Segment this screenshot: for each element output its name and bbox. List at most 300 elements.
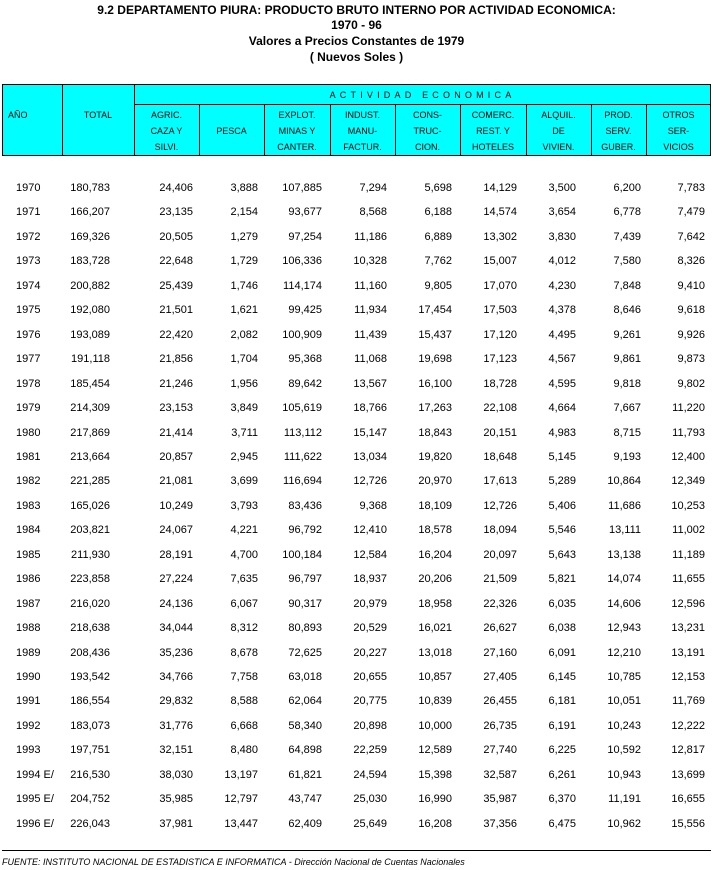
value-cell: 14,074 <box>607 573 641 586</box>
value-cell: 169,326 <box>70 230 110 243</box>
value-cell: 10,962 <box>607 817 641 830</box>
value-cell: 7,758 <box>230 671 258 683</box>
value-cell: 100,909 <box>282 328 322 341</box>
value-cell: 193,089 <box>70 328 110 341</box>
year-cell: 1985 <box>16 548 41 561</box>
value-cell: 24,067 <box>159 524 193 537</box>
value-cell: 3,888 <box>230 182 258 194</box>
table-row <box>0 473 713 489</box>
value-cell: 9,618 <box>677 304 705 317</box>
table-row <box>0 376 713 392</box>
value-cell: 8,480 <box>230 744 258 757</box>
value-cell: 16,100 <box>418 377 452 390</box>
value-cell: 7,783 <box>677 182 705 194</box>
value-cell: 204,752 <box>70 793 110 806</box>
value-cell: 25,439 <box>159 279 193 292</box>
value-cell: 16,655 <box>671 793 705 806</box>
value-cell: 20,097 <box>483 548 517 561</box>
value-cell: 99,425 <box>288 304 322 317</box>
value-cell: 7,294 <box>359 182 387 194</box>
value-cell: 6,889 <box>424 230 452 243</box>
value-cell: 89,642 <box>288 377 322 390</box>
value-cell: 11,191 <box>608 793 641 806</box>
header-column <box>330 107 395 155</box>
table-row <box>0 620 713 636</box>
value-cell: 23,135 <box>159 206 193 219</box>
value-cell: 18,843 <box>418 426 452 439</box>
value-cell: 27,160 <box>483 646 517 659</box>
value-cell: 15,398 <box>418 768 452 781</box>
value-cell: 17,503 <box>483 304 517 317</box>
value-cell: 9,802 <box>677 377 705 390</box>
value-cell: 35,987 <box>483 793 517 806</box>
value-cell: 9,861 <box>613 353 641 366</box>
divider <box>2 850 711 851</box>
table-row <box>0 522 713 538</box>
table-row <box>0 302 713 318</box>
table-row <box>0 742 713 758</box>
value-cell: 13,034 <box>353 450 387 463</box>
value-cell: 111,622 <box>283 450 322 463</box>
value-cell: 18,766 <box>353 402 387 415</box>
value-cell: 192,080 <box>70 304 110 317</box>
value-cell: 26,627 <box>483 622 517 635</box>
value-cell: 9,926 <box>677 328 705 341</box>
year-cell: 1987 <box>16 597 41 610</box>
header-year: AÑO <box>8 110 28 120</box>
value-cell: 37,356 <box>483 817 517 830</box>
value-cell: 80,893 <box>288 622 322 635</box>
value-cell: 22,326 <box>483 597 517 610</box>
value-cell: 8,715 <box>613 426 641 439</box>
table-row <box>0 253 713 269</box>
value-cell: 13,567 <box>353 377 387 390</box>
value-cell: 20,970 <box>418 475 452 488</box>
value-cell: 12,210 <box>607 646 641 659</box>
value-cell: 105,619 <box>282 402 322 415</box>
header-column-line: HOTELES <box>471 142 514 152</box>
header-column-line: SILVI. <box>154 142 179 152</box>
value-cell: 18,648 <box>483 450 517 463</box>
value-cell: 20,206 <box>418 573 452 586</box>
value-cell: 1,729 <box>230 255 258 268</box>
table-row <box>0 571 713 587</box>
value-cell: 13,302 <box>483 230 517 243</box>
value-cell: 16,208 <box>418 817 452 830</box>
value-cell: 166,207 <box>70 206 110 219</box>
value-cell: 29,832 <box>159 695 193 708</box>
value-cell: 11,002 <box>672 524 705 537</box>
table-row <box>0 596 713 612</box>
value-cell: 183,073 <box>70 719 110 732</box>
value-cell: 43,747 <box>288 793 322 806</box>
value-cell: 4,567 <box>548 353 576 366</box>
value-cell: 9,261 <box>613 328 641 341</box>
value-cell: 11,686 <box>608 499 641 512</box>
year-cell: 1995 E/ <box>16 793 54 806</box>
header-column <box>395 107 460 155</box>
value-cell: 9,410 <box>677 279 705 292</box>
grid-line <box>2 84 711 85</box>
header-column <box>646 107 711 155</box>
value-cell: 22,108 <box>483 402 517 415</box>
header-column-line: MANU- <box>347 126 378 136</box>
value-cell: 5,643 <box>548 548 576 561</box>
header-column-line: OTROS <box>662 110 695 120</box>
value-cell: 183,728 <box>70 255 110 268</box>
value-cell: 32,587 <box>483 768 517 781</box>
value-cell: 24,594 <box>353 768 387 781</box>
value-cell: 2,082 <box>230 328 258 341</box>
value-cell: 223,858 <box>70 573 110 586</box>
year-cell: 1980 <box>16 426 41 439</box>
value-cell: 12,400 <box>671 450 705 463</box>
header-column-line: REST. Y <box>476 126 510 136</box>
value-cell: 1,956 <box>230 377 258 390</box>
value-cell: 3,711 <box>231 426 258 439</box>
value-cell: 217,869 <box>70 426 110 439</box>
value-cell: 25,030 <box>353 793 387 806</box>
value-cell: 7,439 <box>613 230 641 243</box>
header-column-line: AGRIC. <box>150 110 182 120</box>
value-cell: 12,153 <box>671 671 705 683</box>
value-cell: 216,530 <box>70 768 110 781</box>
value-cell: 95,368 <box>288 353 322 366</box>
table-row <box>0 791 713 807</box>
value-cell: 113,112 <box>283 426 322 439</box>
value-cell: 165,026 <box>70 499 110 512</box>
value-cell: 116,694 <box>283 475 322 488</box>
value-cell: 8,326 <box>677 255 705 268</box>
header-column-line: COMERC. <box>471 110 515 120</box>
value-cell: 8,646 <box>613 304 641 317</box>
header-column-line: EXPLOT. <box>278 110 316 120</box>
header-column <box>591 107 646 155</box>
value-cell: 203,821 <box>70 524 110 537</box>
value-cell: 8,312 <box>230 622 258 635</box>
value-cell: 34,044 <box>159 622 193 635</box>
table-row <box>0 498 713 514</box>
value-cell: 13,447 <box>224 817 258 830</box>
value-cell: 13,699 <box>671 768 705 781</box>
value-cell: 8,678 <box>230 646 258 659</box>
value-cell: 106,336 <box>282 255 322 268</box>
value-cell: 15,147 <box>353 426 387 439</box>
value-cell: 96,797 <box>288 573 322 586</box>
value-cell: 12,817 <box>671 744 705 757</box>
value-cell: 107,885 <box>282 182 322 194</box>
value-cell: 18,728 <box>483 377 517 390</box>
value-cell: 11,934 <box>354 304 387 317</box>
value-cell: 3,654 <box>548 206 576 219</box>
value-cell: 11,189 <box>672 548 705 561</box>
value-cell: 12,410 <box>353 524 387 537</box>
value-cell: 4,221 <box>230 524 258 537</box>
value-cell: 58,340 <box>288 719 322 732</box>
header-column-line: CION. <box>414 142 440 152</box>
header-column-line <box>199 107 264 123</box>
value-cell: 10,000 <box>418 719 452 732</box>
header-column-line: MINAS Y <box>278 126 316 136</box>
value-cell: 10,249 <box>159 499 193 512</box>
value-cell: 3,830 <box>548 230 576 243</box>
value-cell: 22,648 <box>159 255 193 268</box>
table-row <box>0 425 713 441</box>
value-cell: 17,613 <box>483 475 517 488</box>
year-cell: 1992 <box>16 719 41 732</box>
value-cell: 18,578 <box>418 524 452 537</box>
table-row <box>0 669 713 685</box>
year-cell: 1993 <box>16 744 41 757</box>
value-cell: 12,797 <box>224 793 258 806</box>
value-cell: 11,793 <box>672 426 705 439</box>
value-cell: 211,930 <box>71 548 110 561</box>
value-cell: 15,007 <box>483 255 517 268</box>
value-cell: 27,405 <box>483 671 517 683</box>
value-cell: 13,111 <box>608 524 641 537</box>
value-cell: 35,236 <box>159 646 193 659</box>
value-cell: 17,120 <box>483 328 517 341</box>
table-row <box>0 816 713 832</box>
value-cell: 6,778 <box>613 206 641 219</box>
value-cell: 16,021 <box>418 622 452 635</box>
header-column <box>264 107 330 155</box>
value-cell: 4,700 <box>230 548 258 561</box>
value-cell: 97,254 <box>288 230 322 243</box>
value-cell: 20,151 <box>483 426 517 439</box>
value-cell: 7,635 <box>230 573 258 586</box>
value-cell: 180,783 <box>70 182 110 194</box>
value-cell: 11,160 <box>354 279 387 292</box>
value-cell: 7,667 <box>613 402 641 415</box>
value-cell: 12,726 <box>483 499 517 512</box>
value-cell: 10,857 <box>418 671 452 683</box>
header-column <box>460 107 526 155</box>
value-cell: 17,123 <box>483 353 517 366</box>
value-cell: 213,664 <box>70 450 110 463</box>
value-cell: 24,406 <box>159 182 193 194</box>
value-cell: 114,174 <box>283 279 322 292</box>
year-cell: 1994 E/ <box>16 768 54 781</box>
value-cell: 9,873 <box>677 353 705 366</box>
year-cell: 1996 E/ <box>16 817 54 830</box>
value-cell: 7,642 <box>677 230 705 243</box>
value-cell: 22,259 <box>353 744 387 757</box>
value-cell: 13,197 <box>224 768 258 781</box>
value-cell: 83,436 <box>288 499 322 512</box>
grid-line <box>2 155 711 156</box>
value-cell: 4,595 <box>548 377 576 390</box>
value-cell: 16,204 <box>418 548 452 561</box>
header-column <box>199 107 264 155</box>
value-cell: 5,546 <box>548 524 576 537</box>
value-cell: 9,368 <box>359 499 387 512</box>
value-cell: 4,230 <box>548 279 576 292</box>
header-column-line: FACTUR. <box>343 142 382 152</box>
value-cell: 5,821 <box>548 573 576 586</box>
value-cell: 4,983 <box>548 426 576 439</box>
value-cell: 6,475 <box>548 817 576 830</box>
header-column-line: ALQUIL. <box>541 110 576 120</box>
year-cell: 1990 <box>16 671 41 683</box>
header-column-line: PROD. <box>604 110 633 120</box>
value-cell: 100,184 <box>282 548 322 561</box>
year-cell: 1982 <box>16 475 41 488</box>
value-cell: 11,068 <box>354 353 387 366</box>
value-cell: 21,246 <box>159 377 193 390</box>
value-cell: 218,638 <box>70 622 110 635</box>
value-cell: 4,664 <box>548 402 576 415</box>
year-cell: 1981 <box>16 450 41 463</box>
table-row <box>0 204 713 220</box>
header-column-line <box>199 139 264 155</box>
value-cell: 35,985 <box>159 793 193 806</box>
year-cell: 1991 <box>16 695 41 708</box>
value-cell: 9,818 <box>613 377 641 390</box>
header-column-line: GUBER. <box>601 142 636 152</box>
value-cell: 6,181 <box>548 695 576 708</box>
value-cell: 1,279 <box>230 230 258 243</box>
table-row <box>0 351 713 367</box>
value-cell: 6,035 <box>548 597 576 610</box>
value-cell: 10,864 <box>607 475 641 488</box>
value-cell: 21,509 <box>483 573 517 586</box>
year-cell: 1978 <box>16 377 41 390</box>
value-cell: 200,882 <box>70 279 110 292</box>
value-cell: 93,677 <box>288 206 322 219</box>
value-cell: 5,698 <box>424 182 452 194</box>
value-cell: 61,821 <box>288 768 322 781</box>
value-cell: 11,220 <box>672 402 705 415</box>
grid-line <box>134 104 711 105</box>
value-cell: 10,328 <box>353 255 387 268</box>
value-cell: 90,317 <box>288 597 322 610</box>
value-cell: 14,606 <box>607 597 641 610</box>
value-cell: 23,153 <box>159 402 193 415</box>
value-cell: 9,193 <box>613 450 641 463</box>
value-cell: 11,655 <box>672 573 705 586</box>
table-row <box>0 693 713 709</box>
header-column-line: INDUST. <box>344 110 380 120</box>
value-cell: 17,454 <box>418 304 452 317</box>
year-cell: 1970 <box>16 182 41 194</box>
header-column <box>526 107 591 155</box>
value-cell: 20,775 <box>353 695 387 708</box>
value-cell: 18,937 <box>353 573 387 586</box>
value-cell: 19,698 <box>418 353 452 366</box>
value-cell: 10,785 <box>607 671 641 683</box>
value-cell: 18,958 <box>418 597 452 610</box>
value-cell: 17,070 <box>483 279 517 292</box>
value-cell: 5,145 <box>548 450 576 463</box>
year-cell: 1989 <box>16 646 41 659</box>
table-row <box>0 180 713 196</box>
value-cell: 6,188 <box>424 206 452 219</box>
value-cell: 37,981 <box>159 817 193 830</box>
table-subtitle: Valores a Precios Constantes de 1979 <box>248 34 465 48</box>
value-cell: 4,495 <box>548 328 576 341</box>
table-row <box>0 449 713 465</box>
year-cell: 1975 <box>16 304 41 317</box>
value-cell: 13,191 <box>671 646 705 659</box>
header-column-line: SERV. <box>605 126 632 136</box>
header-column-line: CAZA Y <box>150 126 183 136</box>
value-cell: 72,625 <box>288 646 322 659</box>
table-row <box>0 547 713 563</box>
header-activity: ACTIVIDAD ECONOMICA <box>329 90 516 100</box>
header-column-line: DE <box>552 126 565 136</box>
value-cell: 7,762 <box>424 255 452 268</box>
value-cell: 5,289 <box>548 475 576 488</box>
value-cell: 12,596 <box>671 597 705 610</box>
value-cell: 6,038 <box>548 622 576 635</box>
value-cell: 10,243 <box>607 719 641 732</box>
value-cell: 18,109 <box>418 499 452 512</box>
value-cell: 11,439 <box>354 328 387 341</box>
value-cell: 186,554 <box>70 695 110 708</box>
year-cell: 1977 <box>16 353 41 366</box>
value-cell: 3,849 <box>230 402 258 415</box>
value-cell: 64,898 <box>288 744 322 757</box>
year-cell: 1988 <box>16 622 41 635</box>
year-cell: 1986 <box>16 573 41 586</box>
value-cell: 20,979 <box>353 597 387 610</box>
header-column-line: PESCA <box>216 126 247 136</box>
value-cell: 6,225 <box>548 744 576 757</box>
value-cell: 221,285 <box>70 475 110 488</box>
value-cell: 14,574 <box>483 206 517 219</box>
value-cell: 8,588 <box>230 695 258 708</box>
value-cell: 10,253 <box>671 499 705 512</box>
value-cell: 26,735 <box>483 719 517 732</box>
value-cell: 15,556 <box>671 817 705 830</box>
header-total: TOTAL <box>83 110 113 120</box>
value-cell: 31,776 <box>159 719 193 732</box>
year-cell: 1979 <box>16 402 41 415</box>
value-cell: 15,437 <box>418 328 452 341</box>
value-cell: 96,792 <box>288 524 322 537</box>
table-row <box>0 278 713 294</box>
value-cell: 12,589 <box>418 744 452 757</box>
table-row <box>0 767 713 783</box>
value-cell: 6,091 <box>548 646 576 659</box>
value-cell: 16,990 <box>418 793 452 806</box>
header-column-line: TRUC- <box>413 126 442 136</box>
value-cell: 18,094 <box>483 524 517 537</box>
value-cell: 3,500 <box>548 182 576 194</box>
value-cell: 6,200 <box>613 182 641 194</box>
year-cell: 1971 <box>16 206 41 219</box>
value-cell: 27,224 <box>159 573 193 586</box>
value-cell: 11,769 <box>672 695 705 708</box>
value-cell: 27,740 <box>483 744 517 757</box>
value-cell: 13,138 <box>607 548 641 561</box>
value-cell: 20,898 <box>353 719 387 732</box>
value-cell: 20,505 <box>159 230 193 243</box>
value-cell: 28,191 <box>159 548 193 561</box>
value-cell: 22,420 <box>159 328 193 341</box>
value-cell: 10,839 <box>418 695 452 708</box>
value-cell: 1,621 <box>230 304 258 317</box>
value-cell: 8,568 <box>359 206 387 219</box>
header-column <box>134 107 199 155</box>
year-cell: 1972 <box>16 230 41 243</box>
value-cell: 3,699 <box>230 475 258 488</box>
value-cell: 4,378 <box>548 304 576 317</box>
value-cell: 6,145 <box>548 671 576 683</box>
source-note: FUENTE: INSTITUTO NACIONAL DE ESTADISTICA E INFORMATICA - Dirección Nacional de Cuentas Nacionales <box>2 857 465 867</box>
value-cell: 12,222 <box>671 719 705 732</box>
